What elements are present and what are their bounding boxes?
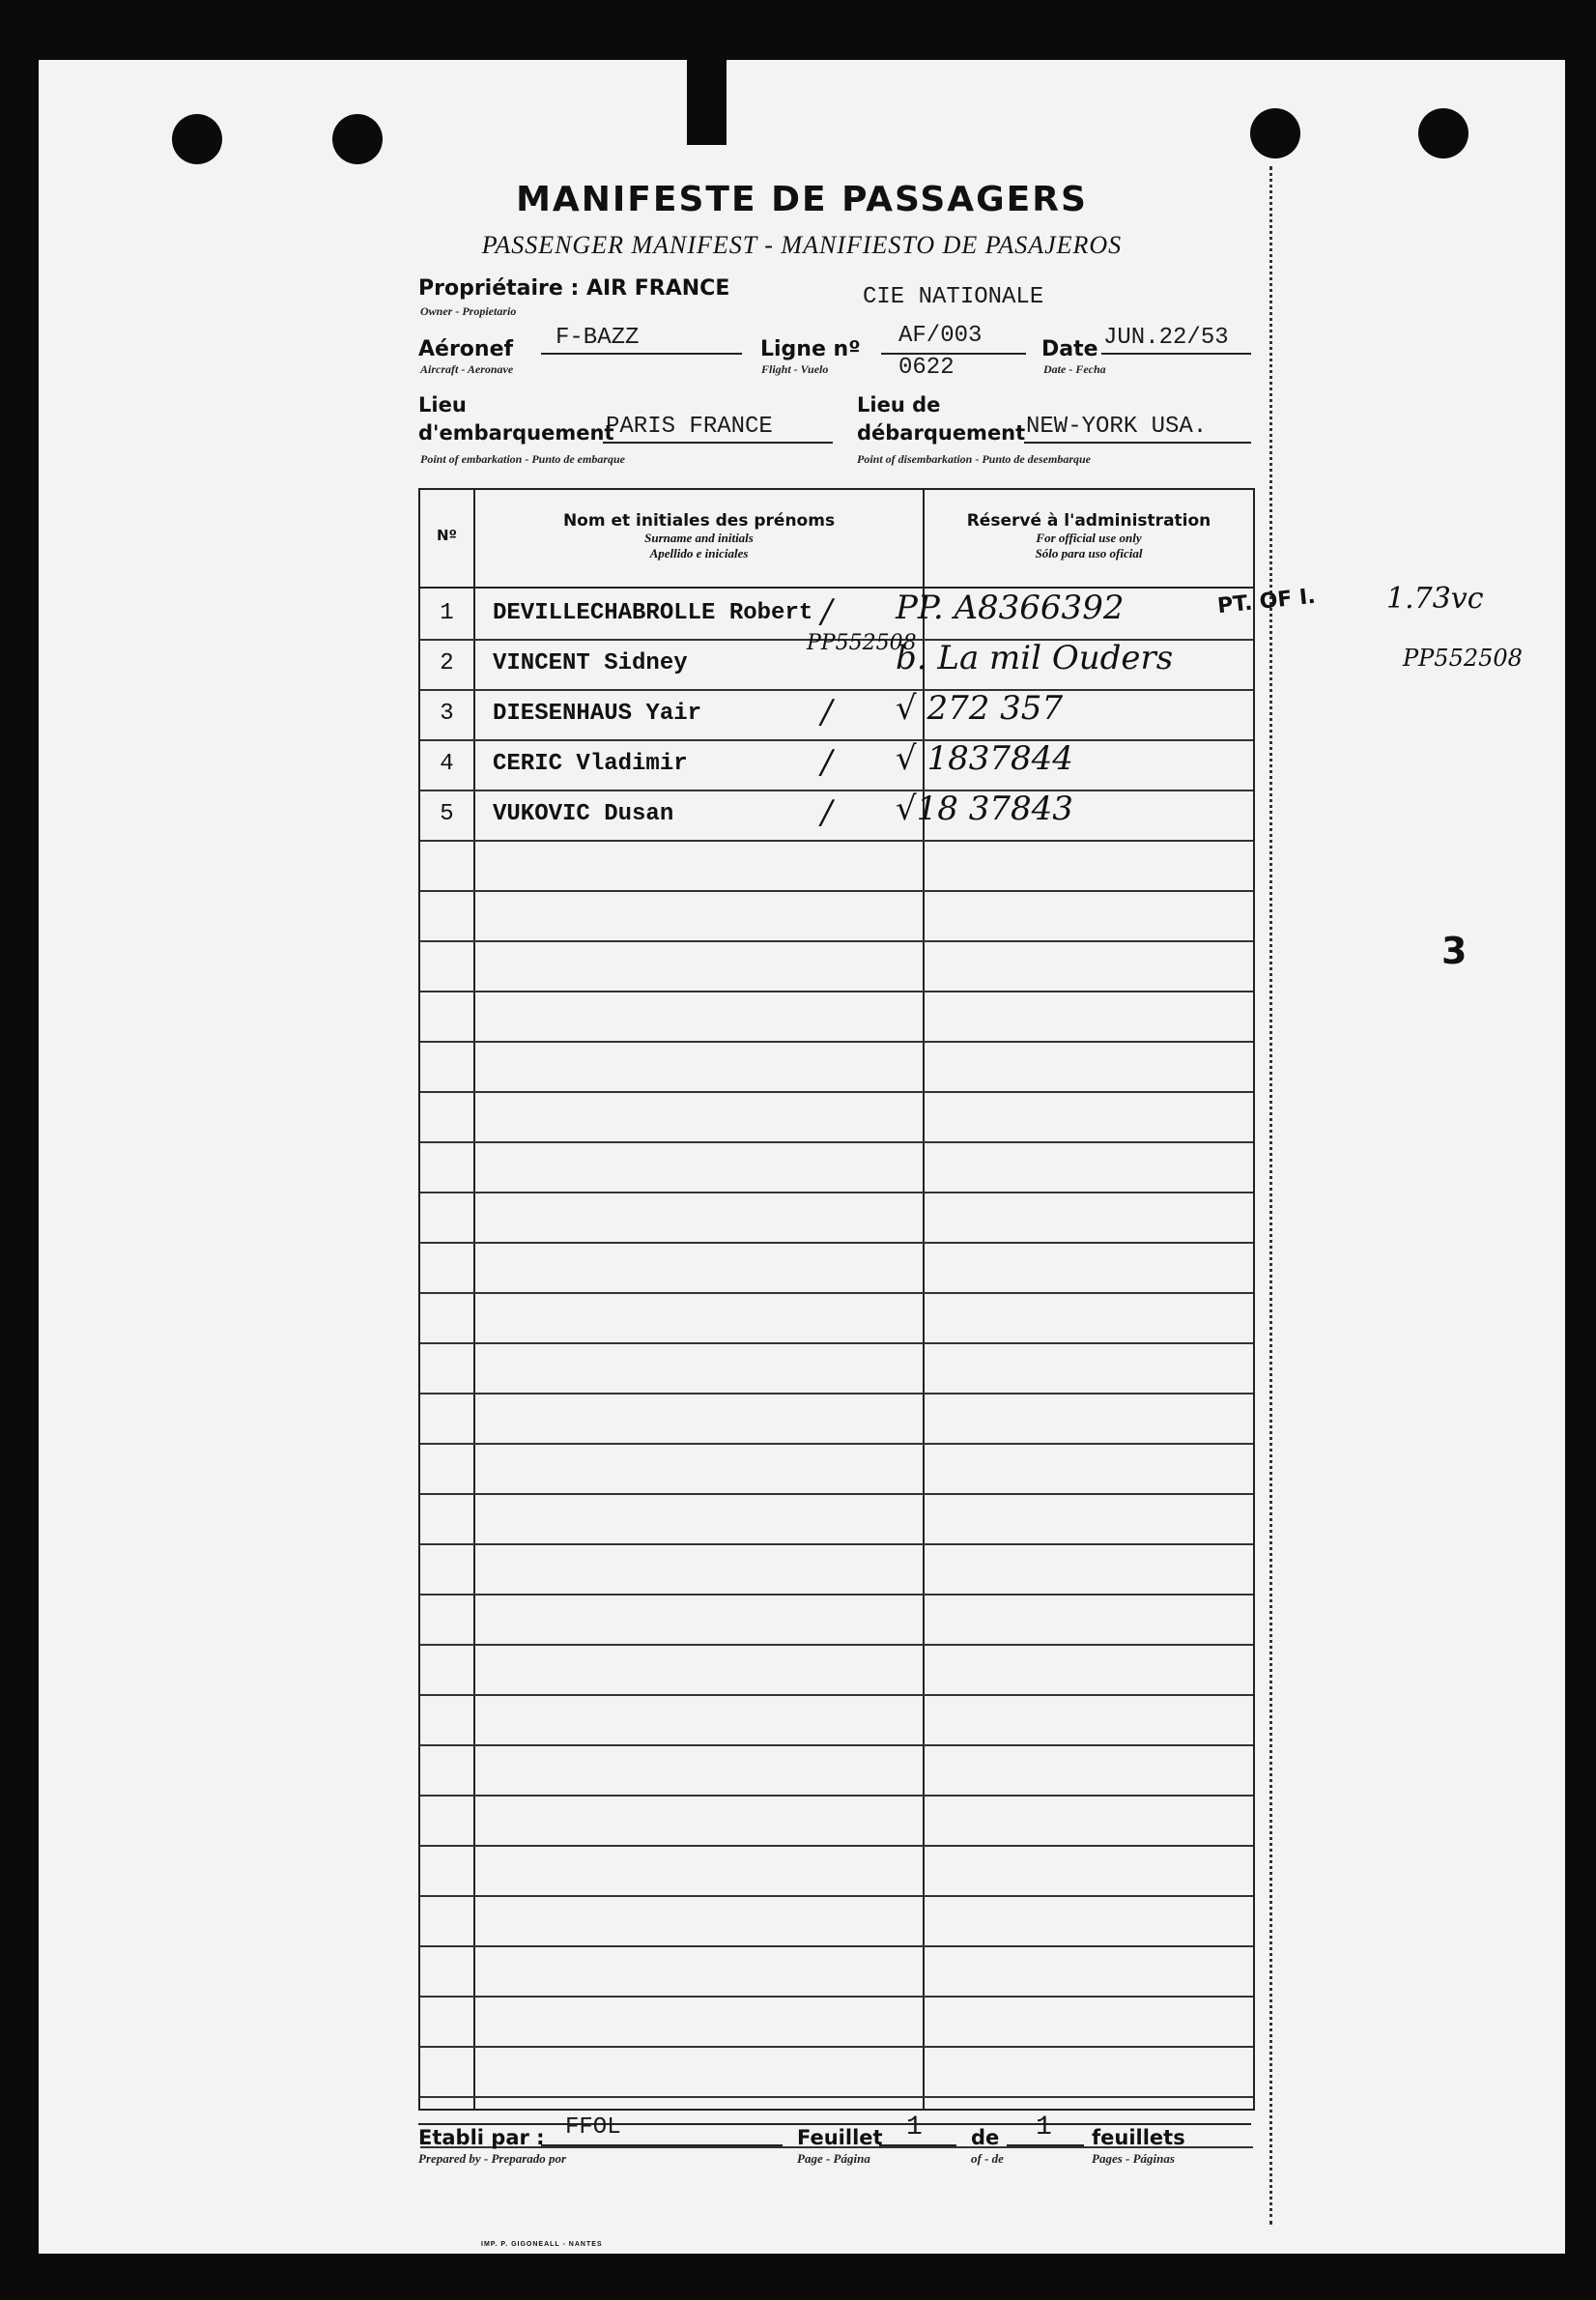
perforation-line	[1269, 166, 1272, 2225]
page-title: MANIFESTE DE PASSAGERS	[516, 180, 1088, 219]
column-header-no: Nº	[436, 527, 457, 544]
empty-table-row	[420, 1091, 1253, 1143]
check-mark: /	[821, 743, 833, 782]
empty-table-row	[420, 940, 1253, 992]
passenger-name: DIESENHAUS Yair	[493, 701, 702, 727]
owner-value: CIE NATIONALE	[863, 284, 1044, 310]
disembarkation-value: NEW-YORK USA.	[1026, 414, 1208, 440]
punch-hole-right-2	[1418, 108, 1468, 158]
sheet-sublabel: Page - Página	[797, 2151, 870, 2166]
sheet-underline	[879, 2144, 956, 2146]
empty-table-row	[420, 840, 1253, 892]
prepared-sublabel: Prepared by - Preparado por	[418, 2151, 567, 2166]
column-header-admin: Réservé à l'administration For official use only Sólo para uso oficial	[966, 511, 1211, 561]
punch-hole-right-1	[1250, 108, 1300, 158]
check-mark: /	[821, 592, 833, 631]
empty-table-row	[420, 1795, 1253, 1847]
table-row	[420, 631, 1253, 691]
sheets-sublabel: Pages - Páginas	[1092, 2151, 1175, 2166]
empty-table-row	[420, 1041, 1253, 1093]
aircraft-label: Aéronef	[418, 337, 514, 361]
flight-value: AF/003	[898, 323, 983, 349]
disembarkation-label-1: Lieu de	[857, 393, 941, 417]
of-underline	[1007, 2144, 1084, 2146]
footer-rule-top	[418, 2123, 1251, 2125]
page-subtitle: PASSENGER MANIFEST - MANIFIESTO DE PASAJEROS	[481, 231, 1123, 259]
check-mark: /	[821, 793, 833, 832]
aircraft-underline	[541, 353, 742, 355]
aircraft-sublabel: Aircraft - Aeronave	[420, 362, 514, 376]
of-sublabel: of - de	[971, 2151, 1004, 2166]
manifest-page	[39, 60, 1565, 2254]
margin-annotation-passport: PP552508	[1403, 645, 1523, 672]
empty-table-row	[420, 1292, 1253, 1344]
owner-sublabel: Owner - Propietario	[420, 304, 517, 318]
sheet-label: Feuillet	[797, 2126, 883, 2149]
empty-table-row	[420, 1443, 1253, 1495]
check-mark: PP552508	[807, 631, 917, 655]
margin-annotation-pt: PT. OF I.	[1215, 584, 1317, 619]
aircraft-value: F-BAZZ	[556, 325, 640, 351]
embarkation-label-2: d'embarquement	[418, 421, 614, 445]
margin-annotation-code: 1.73vc	[1386, 582, 1484, 616]
empty-table-row	[420, 1393, 1253, 1445]
flight-value-2: 0622	[898, 355, 955, 381]
embarkation-value: PARIS FRANCE	[606, 414, 773, 440]
official-annotation: b. La mil Ouders	[896, 639, 1174, 677]
empty-table-row	[420, 1694, 1253, 1746]
empty-table-row	[420, 1493, 1253, 1545]
empty-table-row	[420, 1895, 1253, 1947]
paper-notch	[687, 60, 727, 145]
empty-table-row	[420, 1744, 1253, 1797]
prepared-value: FFOL	[565, 2114, 621, 2141]
prepared-label: Etabli par :	[418, 2126, 545, 2149]
passenger-name: CERIC Vladimir	[493, 751, 688, 777]
row-number: 3	[440, 701, 454, 727]
disembarkation-sublabel: Point of disembarkation - Punto de desembarque	[857, 452, 1092, 466]
disembarkation-underline	[1024, 442, 1251, 444]
printer-imprint: IMP. P. GIGONEALL - NANTES	[481, 2241, 603, 2248]
empty-table-row	[420, 991, 1253, 1043]
official-annotation: PP. A8366392	[896, 589, 1125, 627]
official-annotation: √ 1837844	[896, 739, 1073, 778]
flight-label: Ligne nº	[760, 337, 861, 361]
flight-sublabel: Flight - Vuelo	[761, 362, 829, 376]
table-row	[420, 689, 1253, 741]
row-number: 5	[440, 801, 454, 827]
sheet-value: 1	[906, 2113, 923, 2142]
passenger-table	[418, 488, 1255, 2111]
date-value: JUN.22/53	[1103, 325, 1229, 351]
row-number: 1	[440, 600, 454, 626]
owner-label: Propriétaire : AIR FRANCE	[418, 276, 730, 301]
passenger-name: DEVILLECHABROLLE Robert	[493, 600, 813, 626]
empty-table-row	[420, 1141, 1253, 1193]
empty-table-row	[420, 1192, 1253, 1244]
punch-hole-left-2	[332, 114, 383, 164]
check-mark: /	[821, 693, 833, 732]
empty-table-row	[420, 1594, 1253, 1646]
passenger-name: VINCENT Sidney	[493, 650, 688, 676]
official-annotation: √18 37843	[896, 790, 1073, 828]
disembarkation-label-2: débarquement	[857, 421, 1026, 445]
date-underline	[1101, 353, 1251, 355]
empty-table-row	[420, 890, 1253, 942]
embarkation-label-1: Lieu	[418, 393, 467, 417]
empty-table-row	[420, 1242, 1253, 1294]
table-row	[420, 790, 1253, 842]
page-mark: 3	[1441, 930, 1468, 972]
column-header-name: Nom et initiales des prénoms Surname and initials Apellido e iniciales	[562, 511, 836, 561]
row-number: 4	[440, 751, 454, 777]
empty-table-row	[420, 2046, 1253, 2098]
empty-table-row	[420, 1342, 1253, 1394]
empty-table-row	[420, 1996, 1253, 2048]
empty-table-row	[420, 1644, 1253, 1696]
embarkation-sublabel: Point of embarkation - Punto de embarque	[420, 452, 626, 466]
embarkation-underline	[603, 442, 833, 444]
row-number: 2	[440, 650, 454, 676]
date-sublabel: Date - Fecha	[1043, 362, 1106, 376]
prepared-underline	[541, 2144, 783, 2146]
table-row	[420, 739, 1253, 791]
of-value: 1	[1036, 2113, 1052, 2142]
passenger-name: VUKOVIC Dusan	[493, 801, 674, 827]
official-annotation: √ 272 357	[896, 689, 1064, 728]
of-label: de	[971, 2126, 1000, 2149]
empty-table-row	[420, 1543, 1253, 1596]
empty-table-row	[420, 1945, 1253, 1998]
sheets-label: feuillets	[1092, 2126, 1185, 2149]
date-label: Date	[1041, 337, 1098, 361]
punch-hole-left-1	[172, 114, 222, 164]
empty-table-row	[420, 1845, 1253, 1897]
